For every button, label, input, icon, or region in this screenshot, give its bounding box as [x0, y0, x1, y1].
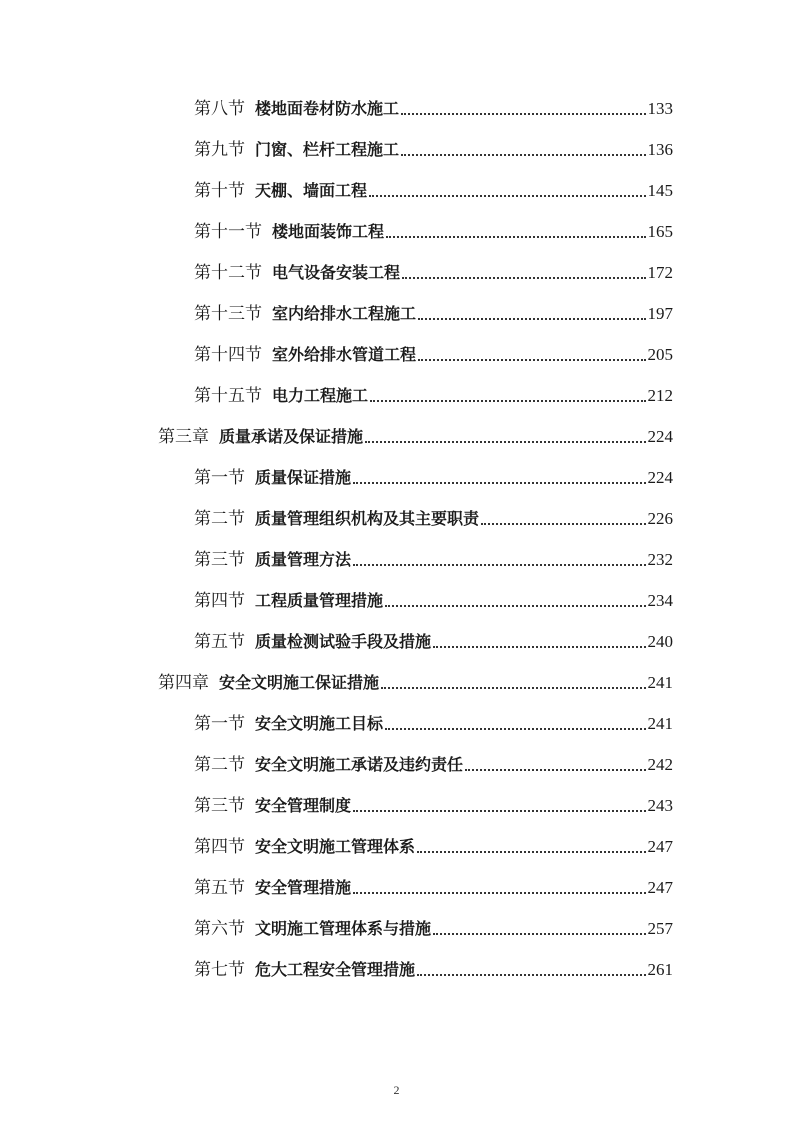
toc-entry-label: 第六节: [194, 919, 245, 939]
toc-dot-leader: [481, 523, 645, 525]
toc-entry-chapter-3[interactable]: [158, 418, 673, 448]
toc-entry-page: 165: [647, 222, 673, 241]
toc-entry-label: 第十五节: [194, 386, 262, 406]
toc-dot-leader: [365, 441, 645, 443]
toc-entry-title: 电力工程施工: [272, 386, 369, 405]
toc-entry-title: 电气设备安装工程: [272, 263, 401, 282]
toc-dot-leader: [353, 564, 645, 566]
toc-entry-page: 247: [647, 837, 673, 856]
toc-dot-leader: [369, 195, 645, 197]
toc-entry-label: 第十节: [194, 181, 245, 201]
toc-entry-title: 质量保证措施: [255, 468, 352, 487]
toc-dot-leader: [353, 482, 645, 484]
toc-entry-page: 232: [647, 550, 673, 569]
toc-entry-title: 安全管理措施: [255, 878, 352, 897]
toc-entry-section-4[interactable]: [194, 582, 673, 612]
toc-entry-section-4[interactable]: [194, 828, 673, 858]
toc-entry-page: 136: [647, 140, 673, 159]
toc-dot-leader: [417, 974, 645, 976]
toc-entry-label: 第二节: [194, 755, 245, 775]
toc-dot-leader: [385, 728, 645, 730]
toc-dot-leader: [402, 277, 645, 279]
toc-dot-leader: [401, 154, 645, 156]
toc-entry-title: 危大工程安全管理措施: [255, 960, 416, 979]
toc-entry-title: 质量检测试验手段及措施: [255, 632, 432, 651]
toc-entry-page: 247: [647, 878, 673, 897]
toc-dot-leader: [353, 810, 645, 812]
toc-entry-page: 241: [647, 714, 673, 733]
toc-entry-label: 第二节: [194, 509, 245, 529]
toc-entry-section-8[interactable]: [194, 90, 673, 120]
toc-entry-title: 安全文明施工管理体系: [255, 837, 416, 856]
toc-dot-leader: [465, 769, 645, 771]
toc-entry-label: 第三节: [194, 550, 245, 570]
toc-entry-section-9[interactable]: [194, 131, 673, 161]
toc-dot-leader: [417, 851, 645, 853]
toc-entry-title: 安全管理制度: [255, 796, 352, 815]
toc-entry-page: 242: [647, 755, 673, 774]
toc-entry-page: 224: [647, 468, 673, 487]
toc-entry-section-5[interactable]: [194, 623, 673, 653]
toc-entry-section-7[interactable]: [194, 951, 673, 981]
toc-entry-page: 224: [647, 427, 673, 446]
toc-entry-page: 234: [647, 591, 673, 610]
toc-entry-page: 197: [647, 304, 673, 323]
toc-entry-label: 第七节: [194, 960, 245, 980]
toc-entry-title: 室内给排水工程施工: [272, 304, 417, 323]
toc-entry-section-2[interactable]: [194, 500, 673, 530]
toc-entry-title: 室外给排水管道工程: [272, 345, 417, 364]
toc-entry-label: 第三章: [158, 427, 209, 447]
toc-entry-title: 安全文明施工目标: [255, 714, 384, 733]
toc-dot-leader: [370, 400, 645, 402]
toc-entry-label: 第九节: [194, 140, 245, 160]
toc-entry-page: 240: [647, 632, 673, 651]
toc-entry-section-12[interactable]: [194, 254, 673, 284]
toc-entry-section-15[interactable]: [194, 377, 673, 407]
toc-entry-page: 243: [647, 796, 673, 815]
toc-entry-section-3[interactable]: [194, 787, 673, 817]
toc-entry-label: 第四章: [158, 673, 209, 693]
toc-entry-title: 天棚、墙面工程: [255, 181, 368, 200]
toc-entry-title: 质量管理组织机构及其主要职责: [255, 509, 480, 528]
toc-entry-label: 第十一节: [194, 222, 262, 242]
toc-dot-leader: [418, 359, 645, 361]
toc-entry-section-10[interactable]: [194, 172, 673, 202]
toc-entry-title: 安全文明施工承诺及违约责任: [255, 755, 464, 774]
toc-entry-label: 第四节: [194, 837, 245, 857]
toc-dot-leader: [381, 687, 645, 689]
toc-entry-section-5[interactable]: [194, 869, 673, 899]
toc-entry-section-6[interactable]: [194, 910, 673, 940]
toc-dot-leader: [433, 646, 645, 648]
toc-entry-section-3[interactable]: [194, 541, 673, 571]
toc-entry-page: 261: [647, 960, 673, 979]
page-number: 2: [393, 1083, 400, 1097]
toc-entry-label: 第一节: [194, 714, 245, 734]
toc-entry-section-1[interactable]: [194, 705, 673, 735]
toc-entry-title: 文明施工管理体系与措施: [255, 919, 432, 938]
toc-entry-label: 第四节: [194, 591, 245, 611]
toc-dot-leader: [385, 605, 645, 607]
toc-dot-leader: [386, 236, 645, 238]
toc-entry-page: 257: [647, 919, 673, 938]
toc-entry-page: 172: [647, 263, 673, 282]
toc-entry-section-13[interactable]: [194, 295, 673, 325]
toc-entry-label: 第八节: [194, 99, 245, 119]
toc-entry-page: 145: [647, 181, 673, 200]
toc-entry-page: 212: [647, 386, 673, 405]
toc-entry-title: 工程质量管理措施: [255, 591, 384, 610]
toc-entry-label: 第十三节: [194, 304, 262, 324]
toc-dot-leader: [401, 113, 645, 115]
toc-entry-label: 第三节: [194, 796, 245, 816]
toc-entry-title: 质量管理方法: [255, 550, 352, 569]
toc-entry-label: 第五节: [194, 878, 245, 898]
toc-entry-label: 第一节: [194, 468, 245, 488]
toc-entry-label: 第十二节: [194, 263, 262, 283]
toc-entry-chapter-4[interactable]: [158, 664, 673, 694]
toc-entry-title: 门窗、栏杆工程施工: [255, 140, 400, 159]
toc-dot-leader: [418, 318, 645, 320]
toc-entry-page: 205: [647, 345, 673, 364]
toc-entry-label: 第十四节: [194, 345, 262, 365]
toc-entry-section-11[interactable]: [194, 213, 673, 243]
toc-entry-page: 226: [647, 509, 673, 528]
toc-entry-title: 楼地面卷材防水施工: [255, 99, 400, 118]
toc-entry-title: 质量承诺及保证措施: [219, 427, 364, 446]
toc-dot-leader: [433, 933, 645, 935]
toc-entry-section-14[interactable]: [194, 336, 673, 366]
toc-entry-title: 安全文明施工保证措施: [219, 673, 380, 692]
toc-entry-page: 133: [647, 99, 673, 118]
toc-entry-section-2[interactable]: [194, 746, 673, 776]
toc-dot-leader: [353, 892, 645, 894]
toc-entry-title: 楼地面装饰工程: [272, 222, 385, 241]
toc-entry-section-1[interactable]: [194, 459, 673, 489]
toc-entry-label: 第五节: [194, 632, 245, 652]
toc-entry-page: 241: [647, 673, 673, 692]
